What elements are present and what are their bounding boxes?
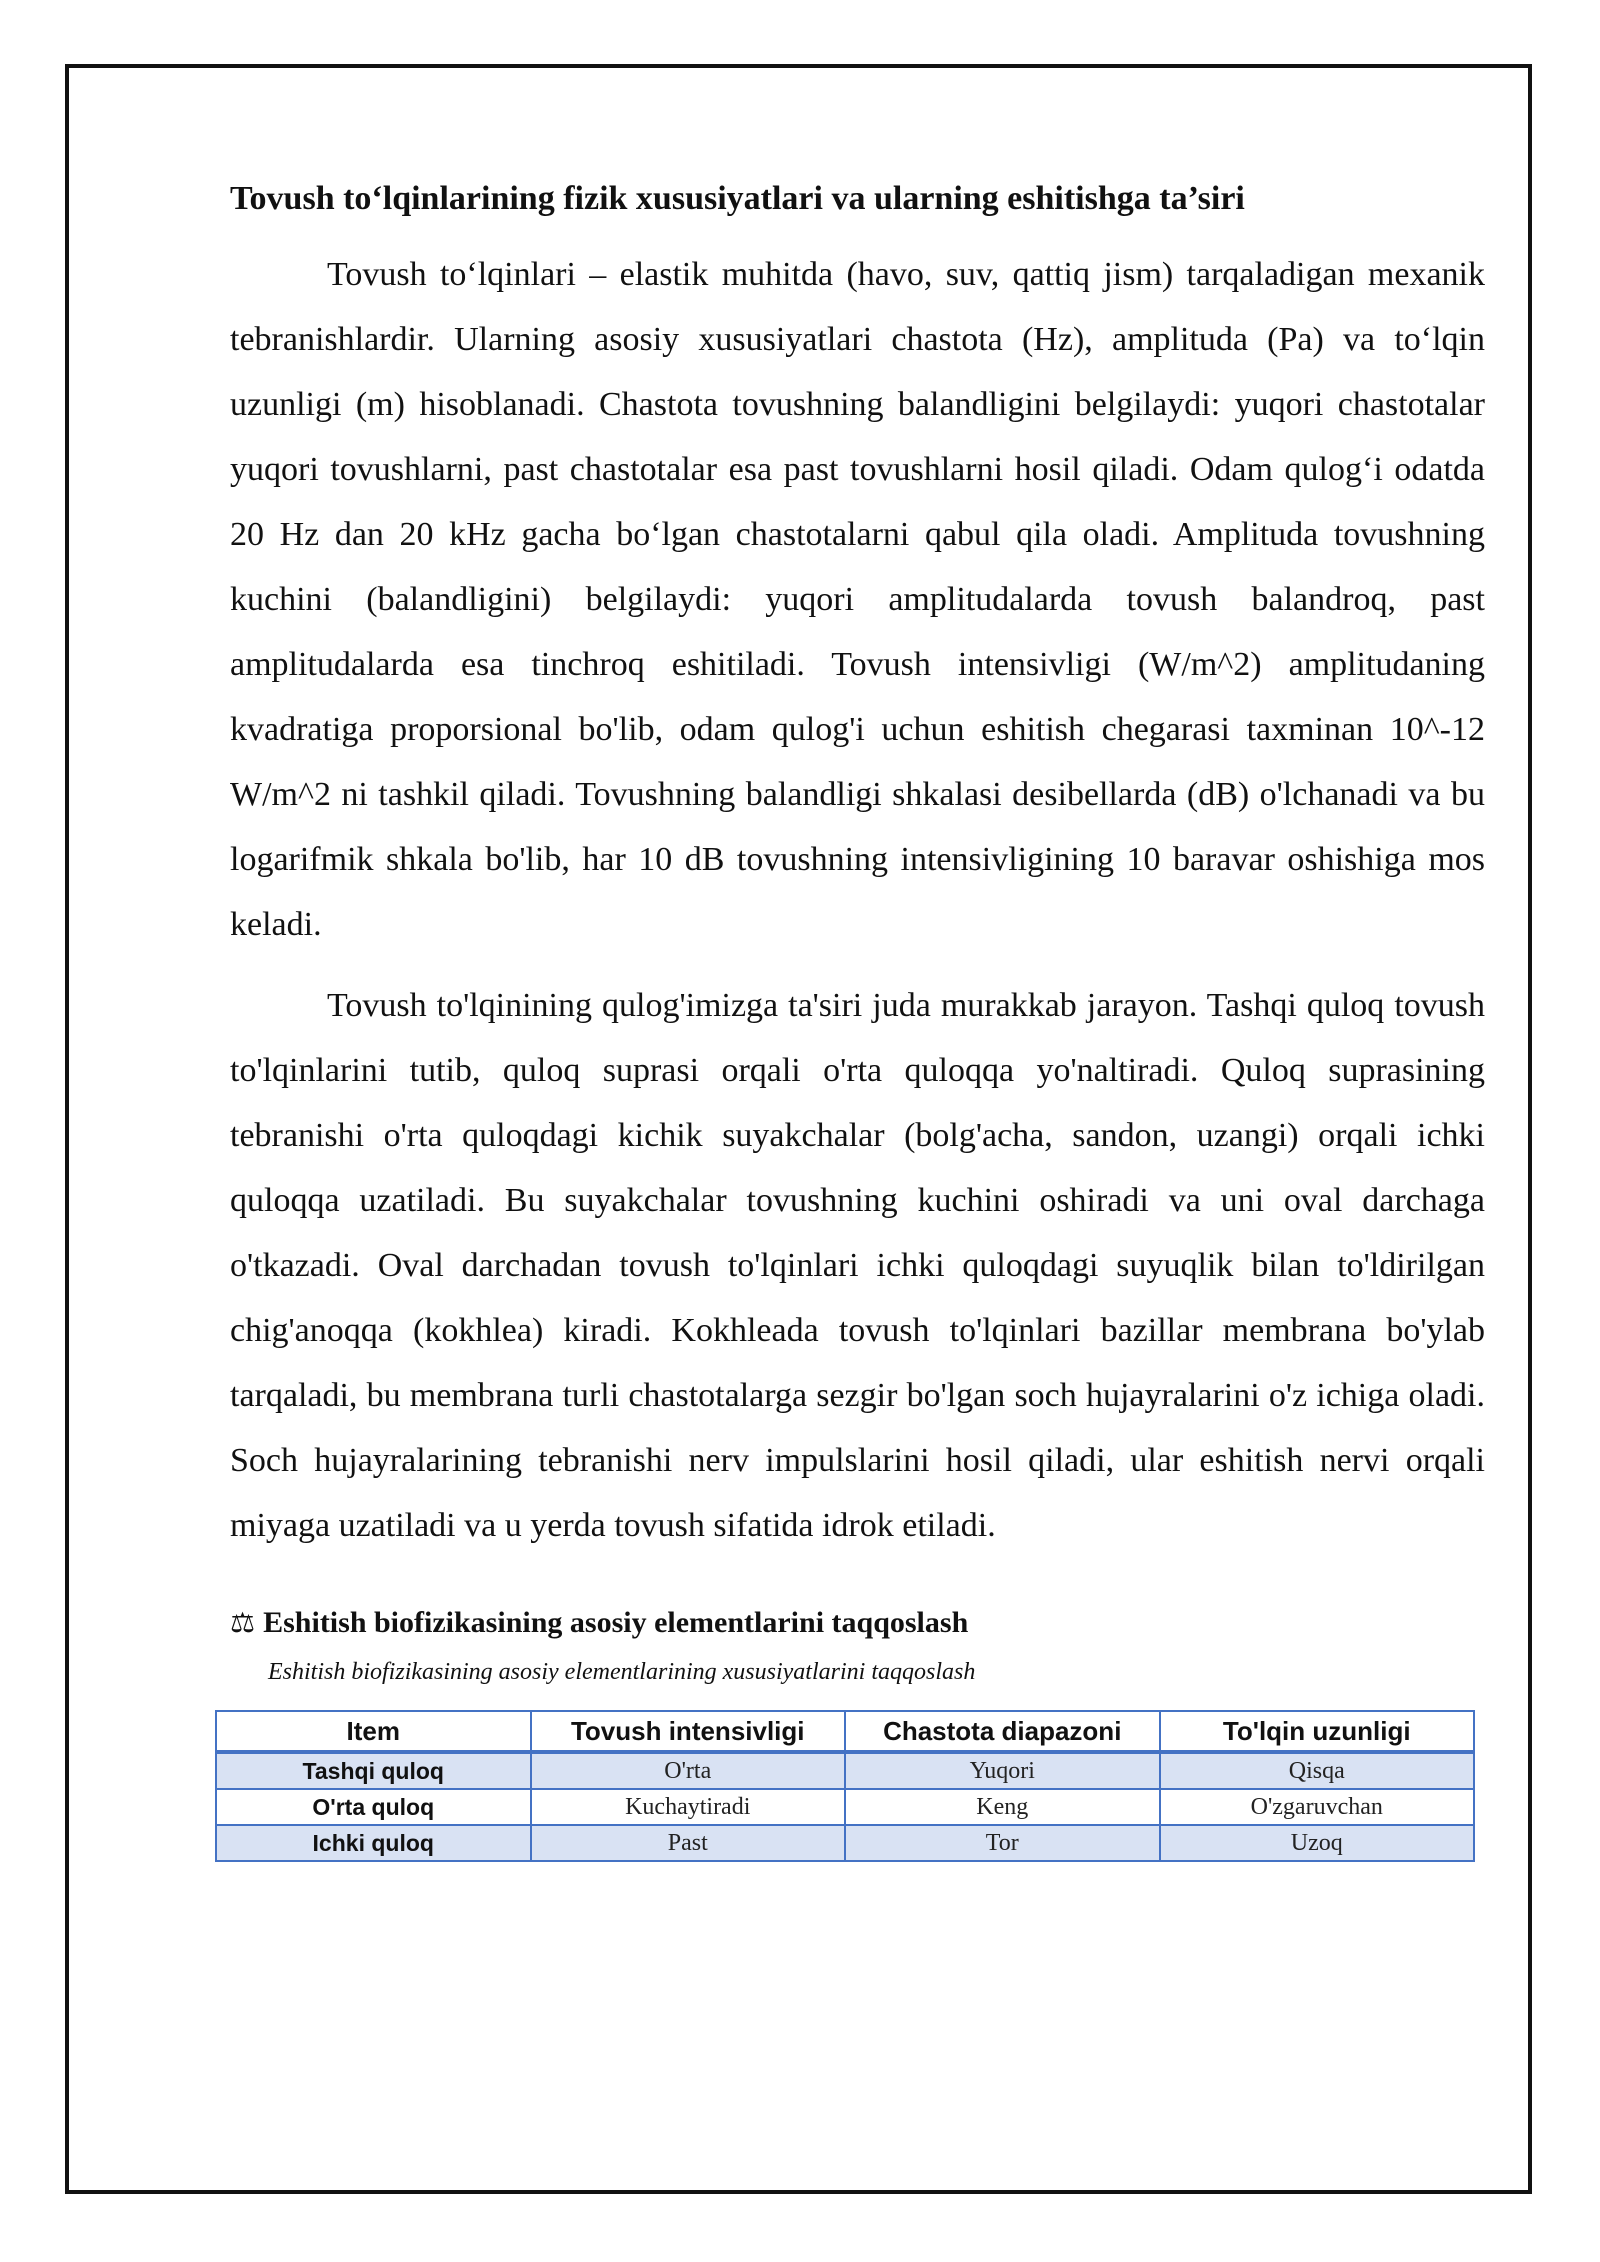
row-label: Ichki quloq xyxy=(216,1825,531,1861)
paragraph-sound-wave-properties: Tovush to‘lqinlari – elastik muhitda (havo, suv, qattiq jism) tarqaladigan mexanik tebranishlardir. Ularning asosiy xususiyatlari chastota (Hz), amplituda (Pa) va to‘lqin uzunligi (m) hisoblanadi. Chastota tovushning balandligini belgilaydi: yuqori chastotalar yuqori tovushlarni, past chastotalar esa past tovushlarni hosil qiladi. Odam qulog‘i odatda 20 Hz dan 20 kHz gacha bo‘lgan chastotalarni qabul qila oladi. Amplituda tovushning kuchini (balandligini) belgilaydi: yuqori amplitudalarda tovush balandroq, past amplitudalarda esa tinchroq eshitiladi. Tovush intensivligi (W/m^2) amplitudaning kvadratiga proporsional bo'lib, odam qulog'i uchun eshitish chegarasi taxminan 10^-12 W/m^2 ni tashkil qiladi. Tovushning balandligi shkalasi desibellarda (dB) o'lchanadi va bu logarifmik shkala bo'lib, har 10 dB tovushning intensivligining 10 baravar oshishiga mos keladi. xyxy=(230,256,1485,943)
table-cell: Yuqori xyxy=(845,1752,1160,1789)
document-body xyxy=(230,170,1485,1862)
table-cell: Qisqa xyxy=(1160,1752,1475,1789)
paragraph-ear-effect: Tovush to'lqinining qulog'imizga ta'siri juda murakkab jarayon. Tashqi quloq tovush to'lqinlarini tutib, quloq suprasi orqali o'rta quloqqa yo'naltiradi. Quloq suprasining tebranishi o'rta quloqdagi kichik suyakchalar (bolg'acha, sandon, uzangi) orqali ichki quloqqa uzatiladi. Bu suyakchalar tovushning kuchini oshiradi va uni oval darchaga o'tkazadi. Oval darchadan tovush to'lqinlari ichki quloqdagi suyuqlik bilan to'ldirilgan chig'anoqqa (kokhlea) kiradi. Kokhleada tovush to'lqinlari bazillar membrana bo'ylab tarqaladi, bu membrana turli chastotalarga sezgir bo'lgan soch hujayralarini o'z ichiga oladi. Soch hujayralarining tebranishi nerv impulslarini hosil qiladi, ular eshitish nervi orqali miyaga uzatiladi va u yerda tovush sifatida idrok etiladi. xyxy=(230,987,1485,1544)
section-heading xyxy=(230,1602,1485,1644)
column-header-item: Item xyxy=(216,1711,531,1752)
table-cell: Keng xyxy=(845,1789,1160,1825)
table-row xyxy=(216,1825,1474,1861)
table-cell: Uzoq xyxy=(1160,1825,1475,1861)
table-cell: Kuchaytiradi xyxy=(531,1789,846,1825)
column-header-intensity: Tovush intensivligi xyxy=(531,1711,846,1752)
column-header-frequency-range: Chastota diapazoni xyxy=(845,1711,1160,1752)
table-header-row xyxy=(216,1711,1474,1752)
table-caption: Eshitish biofizikasining asosiy elementlarining xususiyatlarini taqqoslash xyxy=(268,1659,976,1685)
comparison-table xyxy=(215,1710,1475,1862)
row-label: O'rta quloq xyxy=(216,1789,531,1825)
table-row xyxy=(216,1789,1474,1825)
table-cell: Past xyxy=(531,1825,846,1861)
table-cell: O'rta xyxy=(531,1752,846,1789)
table-cell: Tor xyxy=(845,1825,1160,1861)
table-row xyxy=(216,1752,1474,1789)
section-heading-text: Eshitish biofizikasining asosiy elementlarini taqqoslash xyxy=(263,1606,969,1639)
table-cell: O'zgaruvchan xyxy=(1160,1789,1475,1825)
scale-icon: ⚖ xyxy=(230,1606,256,1639)
row-label: Tashqi quloq xyxy=(216,1752,531,1789)
document-title: Tovush to‘lqinlarining fizik xususiyatlari va ularning eshitishga ta’siri xyxy=(230,180,1245,217)
column-header-wavelength: To'lqin uzunligi xyxy=(1160,1711,1475,1752)
